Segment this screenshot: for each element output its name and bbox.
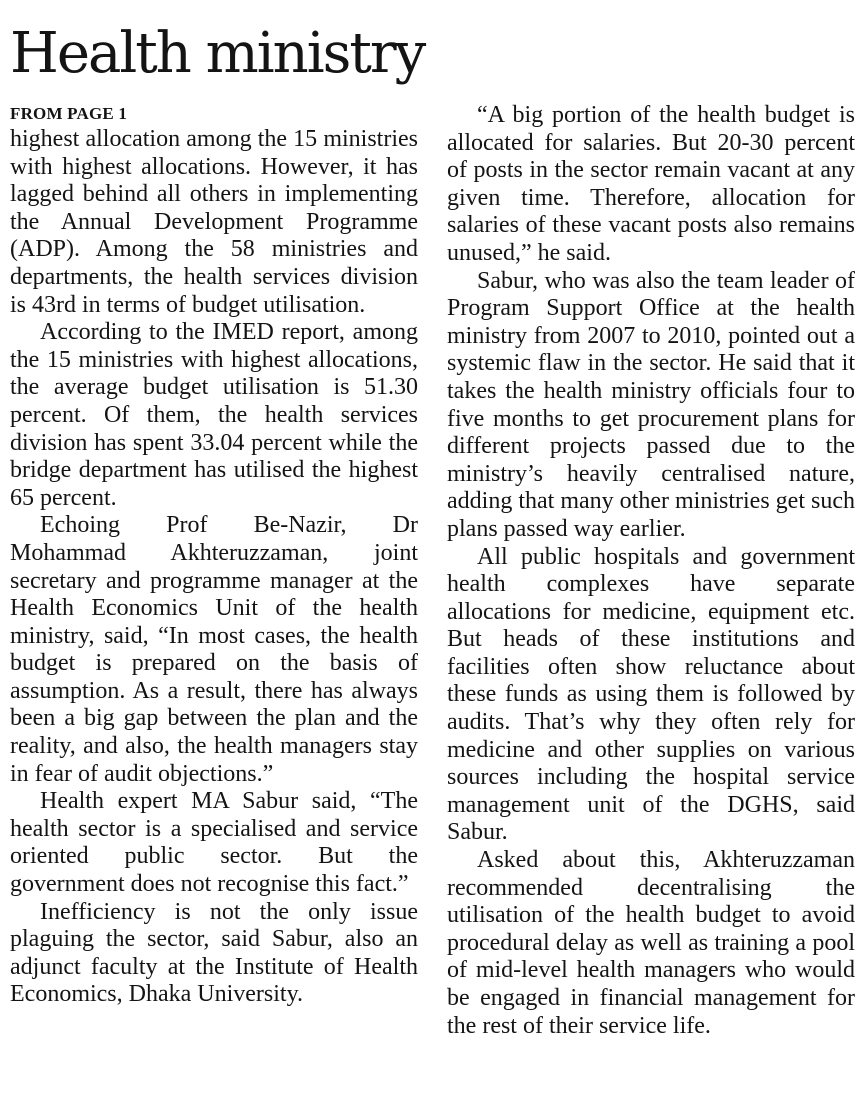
paragraph-akhteruzzaman-quote: Echoing Prof Be-Nazir, Dr Mohammad Akhteruzzaman, joint secretary and programme manager at the Health Economics Unit of the health ministry, said, “In most cases, the health budget is prepared on the basis of assumption. As a result, there has always been a big gap between the plan and the reality, and also, the health managers stay in fear of audit objections.” xyxy=(10,512,418,787)
kicker-from-page-1: FROM PAGE 1 xyxy=(10,104,128,123)
headline: Health ministry xyxy=(10,21,425,86)
paragraph-imed-report: According to the IMED report, among the 15 ministries with highest allocations, the average budget utilisation is 51.30 percent. Of them, the health services division has spent 33.04 percent while the bridge department has utilised the highest 65 percent. xyxy=(10,319,418,511)
paragraph-hospital-allocations: All public hospitals and government health complexes have separate allocations for medicine, equipment etc. But heads of these institutions and facilities often show reluctance about these funds as using them is followed by audits. That’s why they often rely for medicine and other supplies on various sources including the hospital service management unit of the DGHS, said Sabur. xyxy=(447,543,855,846)
paragraph-inefficiency: Inefficiency is not the only issue plaguing the sector, said Sabur, also an adjunct faculty at the Institute of Health Economics, Dhaka University. xyxy=(10,898,418,1008)
paragraph-sabur-quote: Health expert MA Sabur said, “The health sector is a specialised and service oriented public sector. But the government does not recognise this fact.” xyxy=(10,788,418,898)
paragraph-salaries-quote: “A big portion of the health budget is allocated for salaries. But 20-30 percent of posts in the sector remain vacant at any given time. Therefore, allocation for salaries of these vacant posts also remains unused,” he said. xyxy=(447,102,855,266)
paragraph-systemic-flaw: Sabur, who was also the team leader of Program Support Office at the health ministry from 2007 to 2010, pointed out a systemic flaw in the sector. He said that it takes the health ministry officials four to five months to get procurement plans for different projects passed due to the ministry’s heavily centralised nature, adding that many other ministries get such plans passed way earlier. xyxy=(447,267,855,542)
paragraph-continuation: highest allocation among the 15 ministries with highest allocations. However, it has lagged behind all others in implementing the Annual Development Programme (ADP). Among the 58 ministries and departments, the health services division is 43rd in terms of budget utilisation. xyxy=(10,126,418,318)
right-column xyxy=(447,102,855,1040)
left-column xyxy=(10,102,418,1009)
paragraph-recommendation: Asked about this, Akhteruzzaman recommended decentralising the utilisation of the health budget to avoid procedural delay as well as training a pool of mid-level health managers who would be engaged in financial management for the rest of their service life. xyxy=(447,847,855,1039)
